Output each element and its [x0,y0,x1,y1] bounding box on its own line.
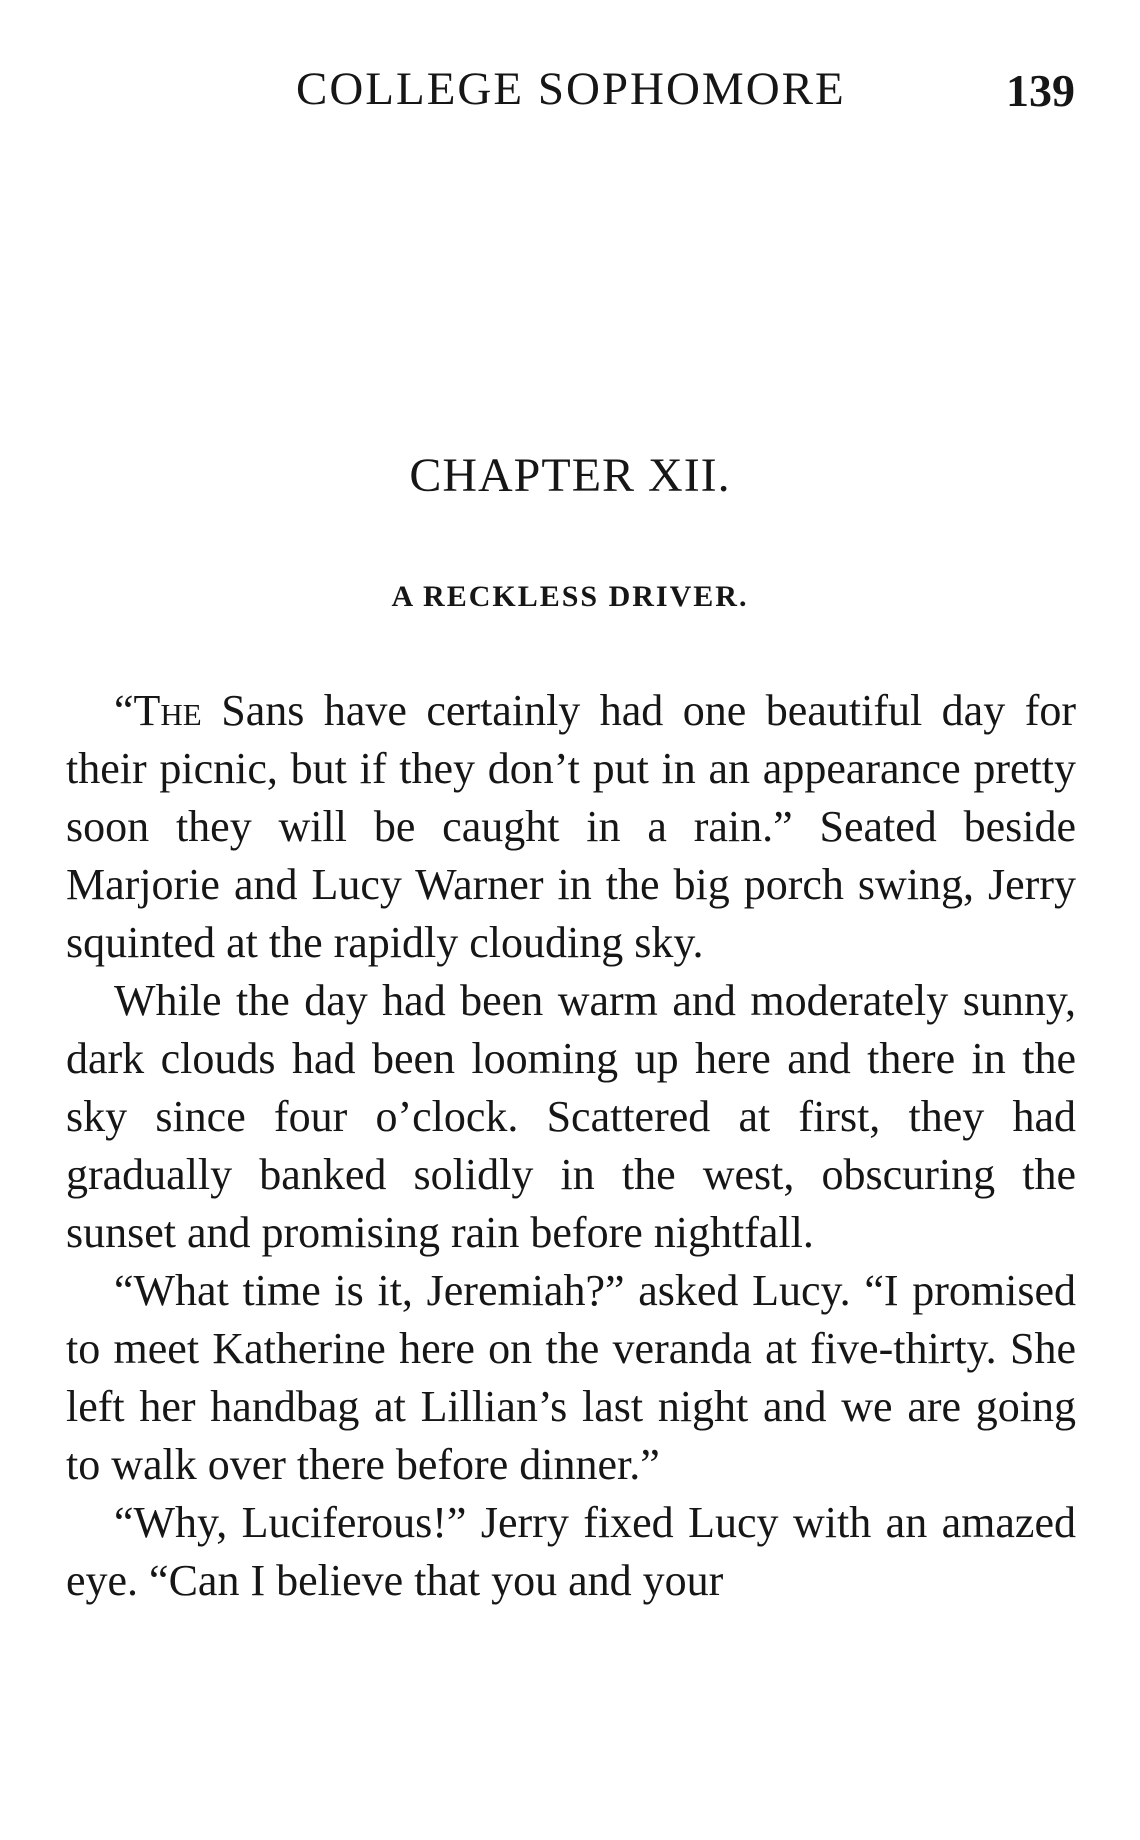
opening-quote: “ [114,686,134,735]
chapter-title: CHAPTER XII. [409,449,731,502]
paragraph: “What time is it, Jeremiah?” asked Lucy. “I promised to meet Katherine here on the veranda at five-thirty. She left her handbag at Lillian’s last night and we are going to walk over there before dinner.” [66,1266,1076,1489]
paragraph [66,682,1076,972]
paragraph: “Why, Luciferous!” Jerry fixed Lucy with an amazed eye. “Can I believe that you and your [66,1498,1076,1605]
running-title: COLLEGE SOPHOMORE [296,63,846,115]
paragraph: While the day had been warm and moderately sunny, dark clouds had been looming up here and there in the sky since four o’clock. Scattered at first, they had gradually banked solidly in the west, obscuring the sunset and promising rain before nightfall. [66,976,1076,1257]
running-head [0,62,1140,122]
lead-word: The [133,686,202,735]
paragraph-text: Sans have certainly had one beautiful day for their picnic, but if they don’t put in an appearance pretty soon they will be caught in a rain.” Seated beside Marjorie and Lucy Warner in the big porch swing, Jerry squinted at the rapidly clouding sky. [66,686,1076,967]
chapter-subtitle: A RECKLESS DRIVER. [391,580,749,613]
chapter-body [66,682,1076,1610]
page-number: 139 [1006,65,1075,116]
